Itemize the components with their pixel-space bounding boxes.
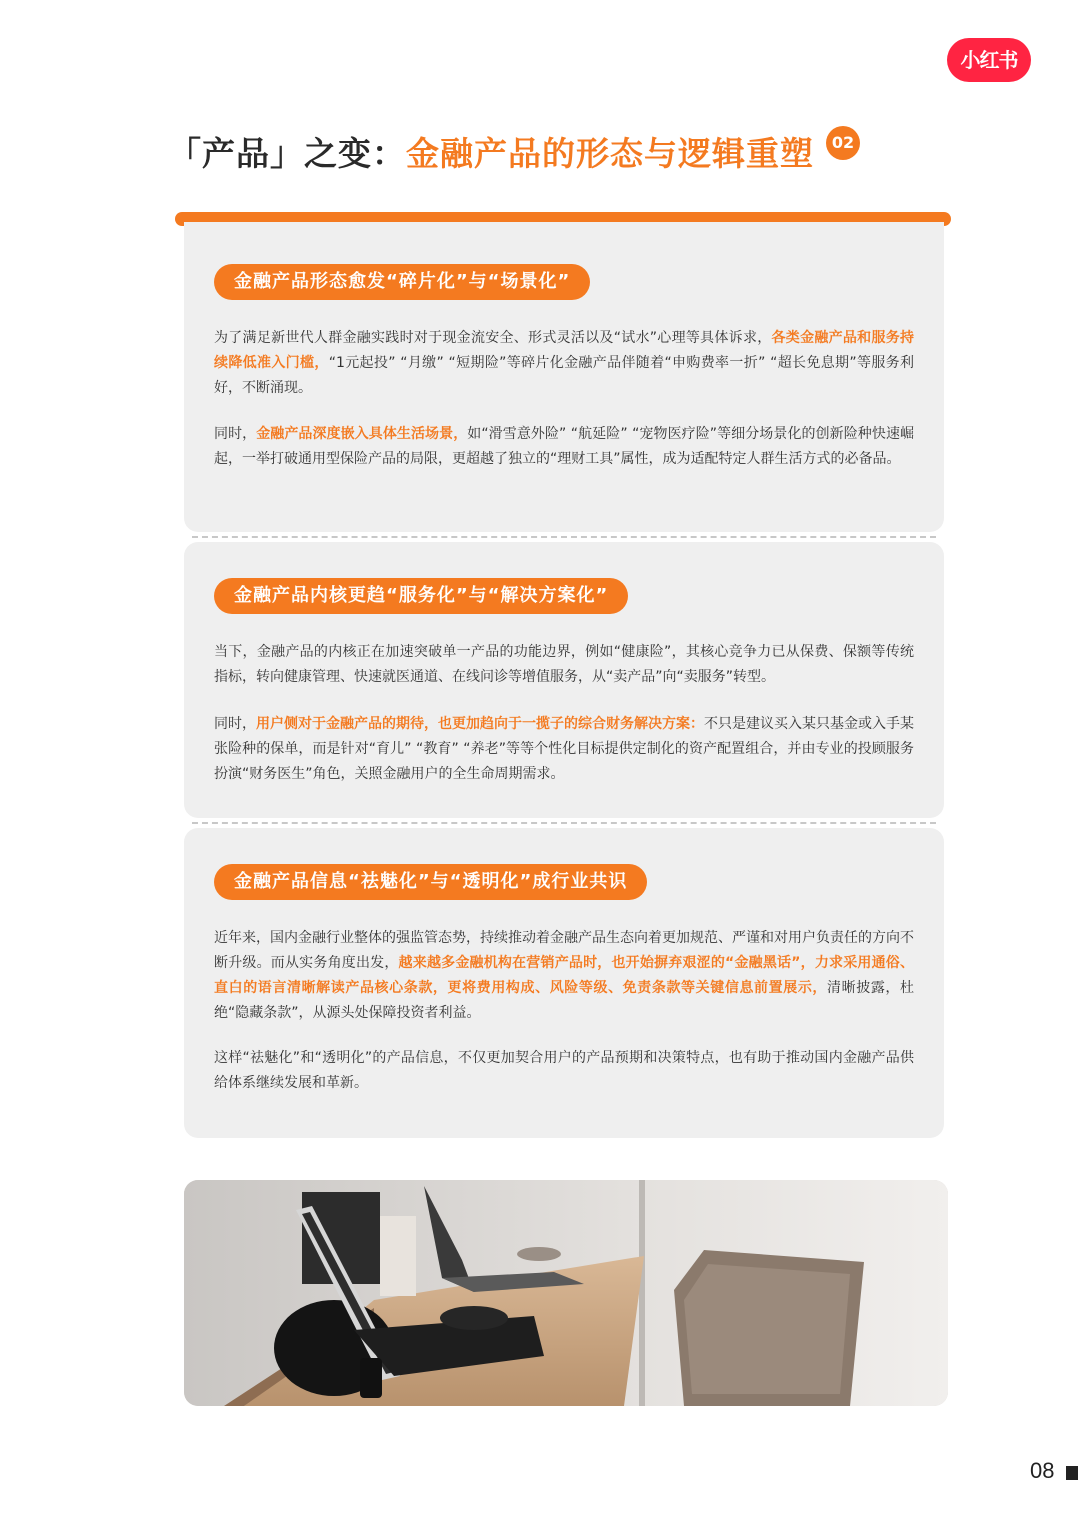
page-title bbox=[168, 126, 860, 186]
body-text: 同时， bbox=[214, 426, 257, 442]
body-text: 当下，金融产品的内核正在加速突破单一产品的功能边界，例如“健康险”，其核心竞争力已从保费、保额等传统指标，转向健康管理、快速就医通道、在线问诊等增值服务，从“卖产品”向“卖服务”转型。 bbox=[214, 644, 914, 685]
section-panel-1 bbox=[184, 222, 944, 532]
dashed-divider bbox=[192, 536, 936, 538]
section-1-paragraph-2 bbox=[214, 422, 914, 472]
page-number: 08 bbox=[1030, 1458, 1055, 1483]
body-text: 为了满足新世代人群金融实践时对于现金流安全、形式灵活以及“试水”心理等具体诉求， bbox=[214, 330, 772, 346]
highlighted-text: 金融产品深度嵌入具体生活场景， bbox=[256, 426, 468, 442]
body-text: 不只是建议买入某只基金或入手某张险种的保单，而是针对“育儿” “教育” “养老”等等个性化目标提供定制化的资产配置组合，并由专业的投顾服务扮演“财务医生”角色，关照金融用户的全生命周期需求。 bbox=[214, 716, 914, 782]
section-1-paragraph-1 bbox=[214, 326, 914, 401]
section-3-paragraph-1 bbox=[214, 926, 914, 1026]
section-number-badge: 02 bbox=[826, 126, 860, 160]
section-heading-2: 金融产品内核更趋“服务化”与“解决方案化” bbox=[214, 578, 628, 614]
body-text: 同时， bbox=[214, 716, 256, 732]
body-text: 如“滑雪意外险” “航延险” “宠物医疗险”等细分场景化的创新险种快速崛起，一举打破通用型保险产品的局限，更超越了独立的“理财工具”属性，成为适配特定人群生活方式的必备品。 bbox=[214, 426, 915, 467]
section-heading-3: 金融产品信息“祛魅化”与“透明化”成行业共识 bbox=[214, 864, 647, 900]
page-number-marker bbox=[1066, 1466, 1078, 1480]
highlighted-text: 用户侧对于金融产品的期待，也更加趋向于一揽子的综合财务解决方案： bbox=[256, 716, 704, 732]
desk-illustration bbox=[184, 1180, 948, 1406]
highlighted-text: 各类金融产品和服务持续降低准入门槛， bbox=[214, 330, 914, 371]
section-panel-3 bbox=[184, 828, 944, 1138]
body-text: 近年来，国内金融行业整体的强监管态势，持续推动着金融产品生态向着更加规范、严谨和对用户负责任的方向不断升级。而从实务角度出发， bbox=[214, 930, 914, 971]
body-text: 清晰披露，杜绝“隐藏条款”，从源头处保障投资者利益。 bbox=[214, 980, 915, 1021]
title-prefix: 「产品」之变： bbox=[168, 134, 406, 173]
section-2-paragraph-2 bbox=[214, 712, 914, 787]
section-panel-2 bbox=[184, 542, 944, 818]
section-3-paragraph-2 bbox=[214, 1046, 914, 1096]
highlighted-text: 越来越多金融机构在营销产品时，也开始摒弃艰涩的“金融黑话”，力求采用通俗、直白的语言清晰解读产品核心条款，更将费用构成、风险等级、免责条款等关键信息前置展示， bbox=[214, 955, 914, 996]
body-text: 这样“祛魅化”和“透明化”的产品信息，不仅更加契合用户的产品预期和决策特点，也有助于推动国内金融产品供给体系继续发展和革新。 bbox=[214, 1050, 914, 1091]
dashed-divider bbox=[192, 822, 936, 824]
body-text: “1元起投” “月缴” “短期险”等碎片化金融产品伴随着“申购费率一折” “超长免息期”等服务利好，不断涌现。 bbox=[214, 355, 914, 396]
xiaohongshu-logo: 小红书 bbox=[947, 38, 1031, 82]
section-2-paragraph-1 bbox=[214, 640, 914, 690]
office-desk-photo bbox=[184, 1180, 948, 1406]
section-heading-1: 金融产品形态愈发“碎片化”与“场景化” bbox=[214, 264, 590, 300]
title-main: 金融产品的形态与逻辑重塑 bbox=[406, 134, 814, 173]
